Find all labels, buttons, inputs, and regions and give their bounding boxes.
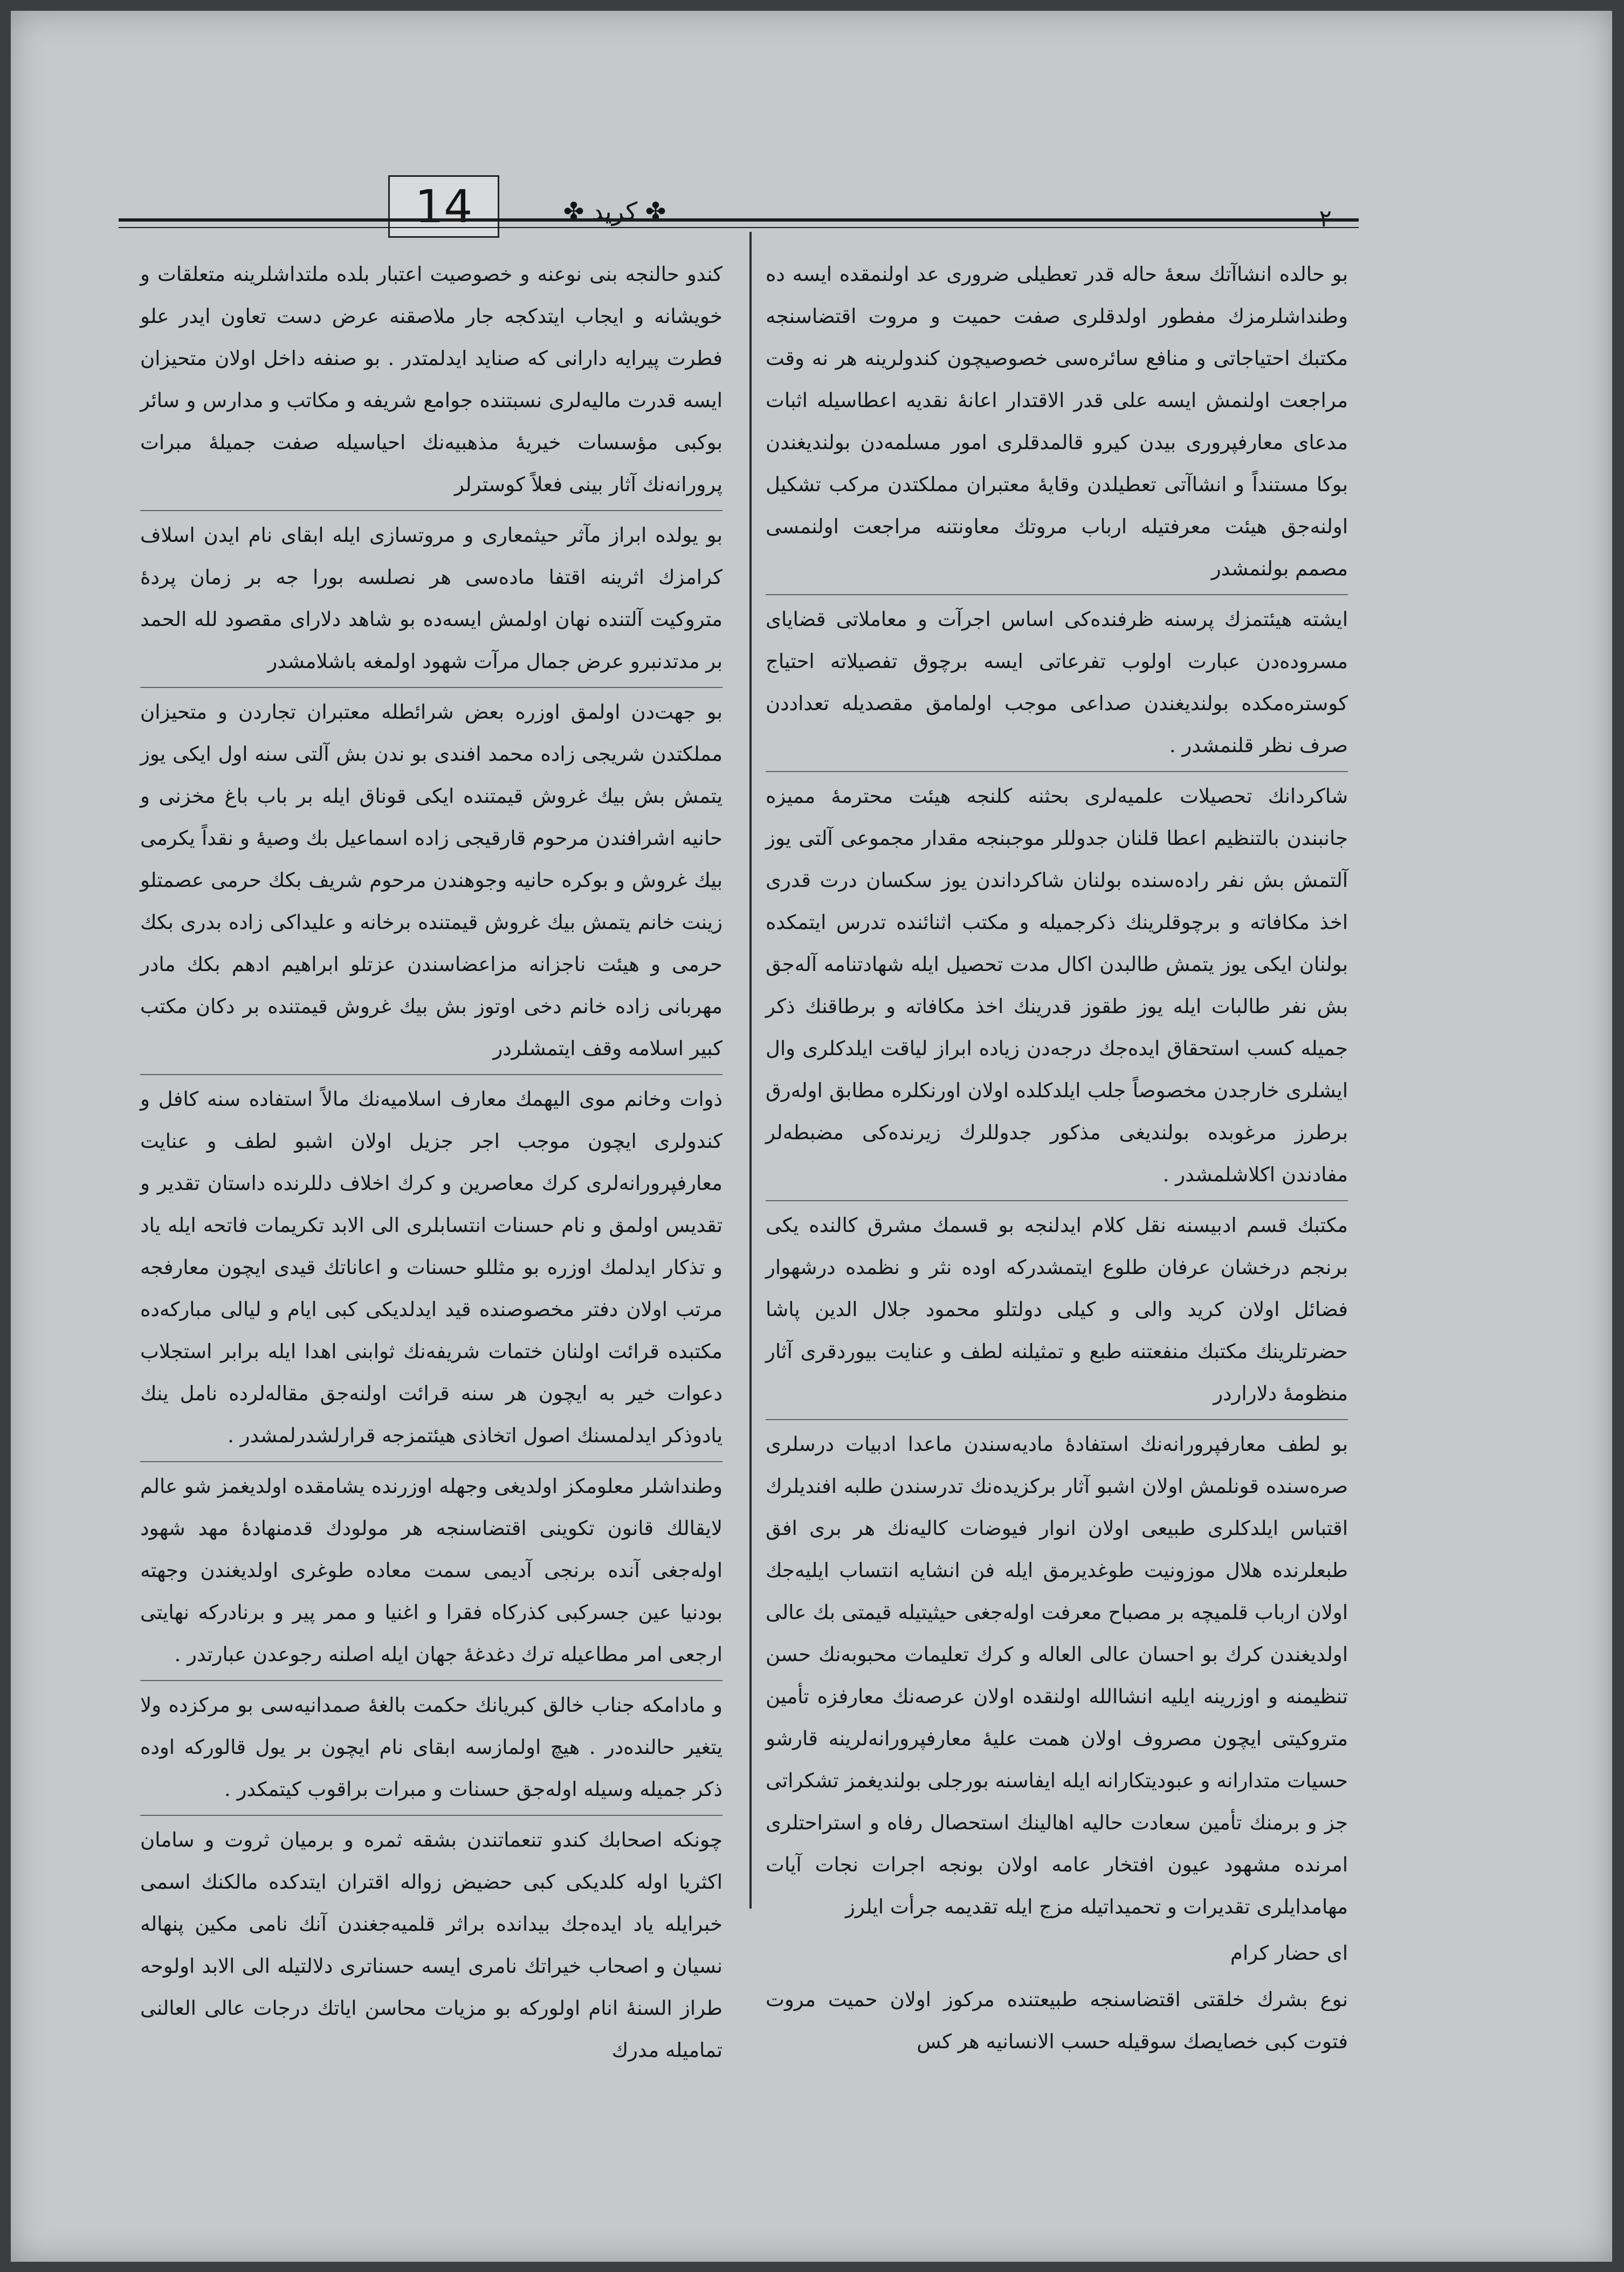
- column-divider: [749, 232, 752, 1909]
- page-header: [129, 181, 1364, 240]
- paragraph: بو حالده انشاآتك سعۀ حاله قدر تعطیلی ضروری عد اولنمقده ایسه ده وطنداشلرمزك مفطور اولدقلری صفت حمیت و مروت اقتضاسنجه مکتبك احتیاجاتی و منافع سائره‌سی خصوصیچون کندولرینه هر نه وقت مراجعت اولنمش ایسه علی قدر الاقتدار اعانۀ نقدیه اعطاسیله اثبات مدعای معارفپروری بیدن کیرو قالمدقلری امور مسلمه‌دن بولندیغندن بوکا مستنداً و انشاآتی تعطیلدن وقایۀ معتبران مملکتدن مرکب تشکیل اولنه‌جق هیئت معرفتیله ارباب مروتك معاونتنه مراجعت اولنمسی مصمم بولنمشدر: [766, 263, 1348, 580]
- paragraph: نوع بشرك خلقتی اقتضاسنجه طبیعتنده مرکوز اولان حمیت مروت فتوت کبی خصایصك سوقیله حسب الانسانیه هر کس: [766, 1988, 1348, 2053]
- paragraph: مکتبك قسم ادبیسنه نقل کلام ایدلنجه بو قسمك مشرق کالنده یکی برنجم درخشان عرفان طلوع ایتمشدرکه اوده نثر و نظمده درشهوار فضائل اولان کرید والی و کیلی دولتلو محمود جلال الدین پاشا حضرتلرینك مکتبك منفعتنه طبع و تمثیلنه لطف و عنایت بیوردقری آثار منظومۀ دلاراردر: [766, 1200, 1348, 1415]
- paragraph: ذوات وخانم موی الیهمك معارف اسلامیه‌نك مالاً استفاده سنه کافل و کندولری ایچون موجب اجر جزیل اولان اشبو لطف و عنایت معارفپرورانه‌لری کرك معاصرین و کرك اخلاف دللرنده داستان تقدیر و تقدیس اولمق و نام حسنات انتسابلری الی الابد تکریمات فاتحه ایله یاد و تذکار ایدلمك اوزره بو مثللو حسنات و اعاناتك قیدی ایچون معارفجه مرتب اولان دفتر مخصوصنده قید ایدلدیکی کبی ایام و لیالی مبارکه‌ده مکتبده قرائت اولنان ختمات شریفه‌نك ثوابنی اهدا ایله برابر استجلاب دعوات خیر به ایچون هر سنه قرائت اولنه‌جق مقاله‌لرده نامل ینك یادوذکر ایدلمسنك اصول اتخاذی هیئتمزجه قرارلشدرلمشدر .: [140, 1074, 722, 1457]
- page-number: ۲: [1319, 205, 1332, 232]
- paragraph: بو لطف معارفپرورانه‌نك استفادۀ مادیه‌سندن ماعدا ادبیات درسلری صره‌سنده قونلمش اولان اشبو آثار برکزیده‌نك تدرسندن طلبه افندیلرك اقتباس ایلدکلری طبیعی اولان انوار فیوضات کالیه‌نك هر بری افق طبعلرنده هلال موزونیت طوغدیرمق ایله فن انشایه انتساب ایلیه‌جك اولان ارباب قلمیچه بر مصباح معرفت اوله‌جغی حیثیتیله قیمتی بك عالی اولدیغندن کرك بو احسان عالی العاله و کرك تعلیمات محبوبه‌نك حسن تنظیمنه و اوزرینه ایلیه انشاالله اولنقده اولان عرصه‌نك معارفزه تأمین متروکیتی ایچون مصروف اولان همت علیۀ معارفپرورانه‌لرینه قارشو حسیات متدارانه و عبودیتکارانه ایله ایفاسنه بورجلی بولندیغمز تشکراتی جز و برمنك تأمین سعادت حالیه اهالینك استحصال رفاه و استراحتلری امرنده مشهود عیون افتخار عامه اولان بونجه اجرات نجات آیات مهامدایلری تقدیرات و تحمیداتیله مزج ایله تقدیمه جرأت ایلرز: [766, 1419, 1348, 1928]
- paragraph: ایشته هیئتمزك پرسنه ظرفنده‌کی اساس اجرآت و معاملاتی قضایای مسروده‌دن عبارت اولوب تفرعاتی ایسه برچوق تفصیلاته احتیاج کوستره‌مکده بولندیغندن صداعی موجب اولمامق مقصدیله تعداددن صرف نظر قلنمشدر .: [766, 594, 1348, 767]
- paragraph: کندو حالنجه بنی نوعنه و خصوصیت اعتبار بلده ملتداشلرینه متعلقات و خویشانه و ایجاب ایتدکجه جار ملاصقنه عرض دست تعاون ایدر علو فطرت پیرایه دارانی که صناید ایدلمتدر . بو صنفه داخل اولان متحیزان ایسه قدرت مالیه‌لری نسبتنده جوامع شریفه و مکاتب و مدارس و سائر بوکبی مؤسسات خیریۀ مذهبیه‌نك احیاسیله صفت جمیلۀ مبرات پرورانه‌نك آثار بینی فعلاً کوسترلر: [140, 263, 723, 496]
- archive-sticker-label: 14: [388, 175, 499, 238]
- paragraph: وطنداشلر معلومکز اولدیغی وجهله اوزرنده یشامقده اولدیغمز شو عالم لایقالك قانون تکوینی اقتضاسنجه هر مولودك قدمنهادۀ مهد شهود اوله‌جغی آنده برنجی آدیمی سمت معاده طوغری اولدیغندن وجهته بودنیا عین جسرکبی کذرکاه فقرا و اغنیا و ممر پیر و برنادرکه نهایتی ارجعی امر مطاعیله ترك دغدغۀ جهان ایله اصلنه رجوعدن عبارتدر .: [140, 1461, 722, 1676]
- paragraph: و مادامکه جناب خالق کبریانك حکمت بالغۀ صمدانیه‌سی بو مرکزده ولا یتغیر حالنده‌در . هیچ اولمازسه ابقای نام ایچون بر یول قالورکه اوده ذکر جمیله وسیله اوله‌جق حسنات و مبرات براقوب کیتمکدر .: [140, 1680, 722, 1810]
- right-column: [766, 253, 1348, 2053]
- paragraph: بو جهت‌دن اولمق اوزره بعض شرائطله معتبران تجاردن و متحیزان مملکتدن شریجی زاده محمد افندی بو ندن بش آلتی سنه اول ایکی یوز یتمش بش بیك غروش قیمتنده ایکی قوناق ایله بر باب باغ مخزنی و حانیه اشرافندن مرحوم قارقیجی زاده اسماعیل بك وصیۀ و نقداً یکرمی بیك غروش و بوکره حانیه وجوهندن مرحوم شریف بکك حرمی عصمتلو زینت خانم یتمش بیك غروش قیمتنده برخانه و علیداکی زاده بدری بکك حرمی و هیئت ناجزانه مزاعضاسندن عزتلو ابراهیم ادهم بکك مادر مهربانی زاده خانم دخی اوتوز بش بیك غروش قیمتنده بر دکان مکتب کبیر اسلامه وقف ایتمشلردر: [140, 687, 722, 1070]
- paragraph: شاکردانك تحصیلات علمیه‌لری بحثنه کلنجه هیئت محترمۀ ممیزه جانبندن بالتنظیم اعطا قلنان جدوللر موجبنجه مقدار مجموعی آلتی یوز آلتمش بش نفر راده‌سنده بولنان شاکرداندن یوز سکسان درت قدری اخذ مکافاته و برچوقلرینك ذکرجمیله و مکتب اثنائنده تدرس ایتمکده بولنان ایکی یوز یتمش طالبدن اکال مدت تحصیل ایله شهادتنامه آله‌جق بش نفر طالبات ایله یوز طقوز قدرینك اخذ مکافاته و برطاقنك ذکر جمیله کسب استحقاق ایده‌جك درجه‌دن زیاده ابراز لیاقت ایلدکلری وال ایشلری خارجدن مخصوصاً جلب ایلدکلده اولان اورنکلره مطابق اوله‌رق برطرز مرغوبده بولندیغی مذکور جدوللرك زیرنده‌کی مضبطه‌لر مفادندن اکلاشلمشدر .: [766, 771, 1348, 1196]
- paragraph: بو یولده ابراز مآثر حیثمعاری و مروتسازی ایله ابقای نام ایدن اسلاف کرامزك اثرینه اقتفا ماده‌سی هر نصلسه بورا جه بر زمان پردۀ متروکیت آلتنده نهان اولمش ایسه‌ده بو شاهد دلارای مقصود لله الحمد بر مدتدنبرو عرض جمال مرآت شهود اولمغه باشلامشدر: [140, 510, 722, 683]
- address-line: ای حضار کرام: [1230, 1941, 1348, 1965]
- masthead-title: ✤ کرید ✤: [563, 197, 666, 226]
- left-column: [140, 253, 723, 2062]
- paragraph: چونکه اصحابك کندو تنعماتندن بشقه ثمره و برمیان ثروت و سامان اکثریا اوله کلدیکی کبی حضیض زواله اقتران ایتدکده مالکنك اسمی خبرایله یاد ایده‌جك بیدانده براثر قلمیه‌جغندن آنك نامی مکین پنهاله نسیان و اصحاب خیراتك نامری ایسه حسناتری دلالتیله الی الابد اولوحه طراز السنۀ انام اولورکه بو مزیات محاسن ایاتك درجات عالی العالنی تمامیله مدرك: [140, 1815, 722, 2071]
- header-rule: [119, 218, 1359, 228]
